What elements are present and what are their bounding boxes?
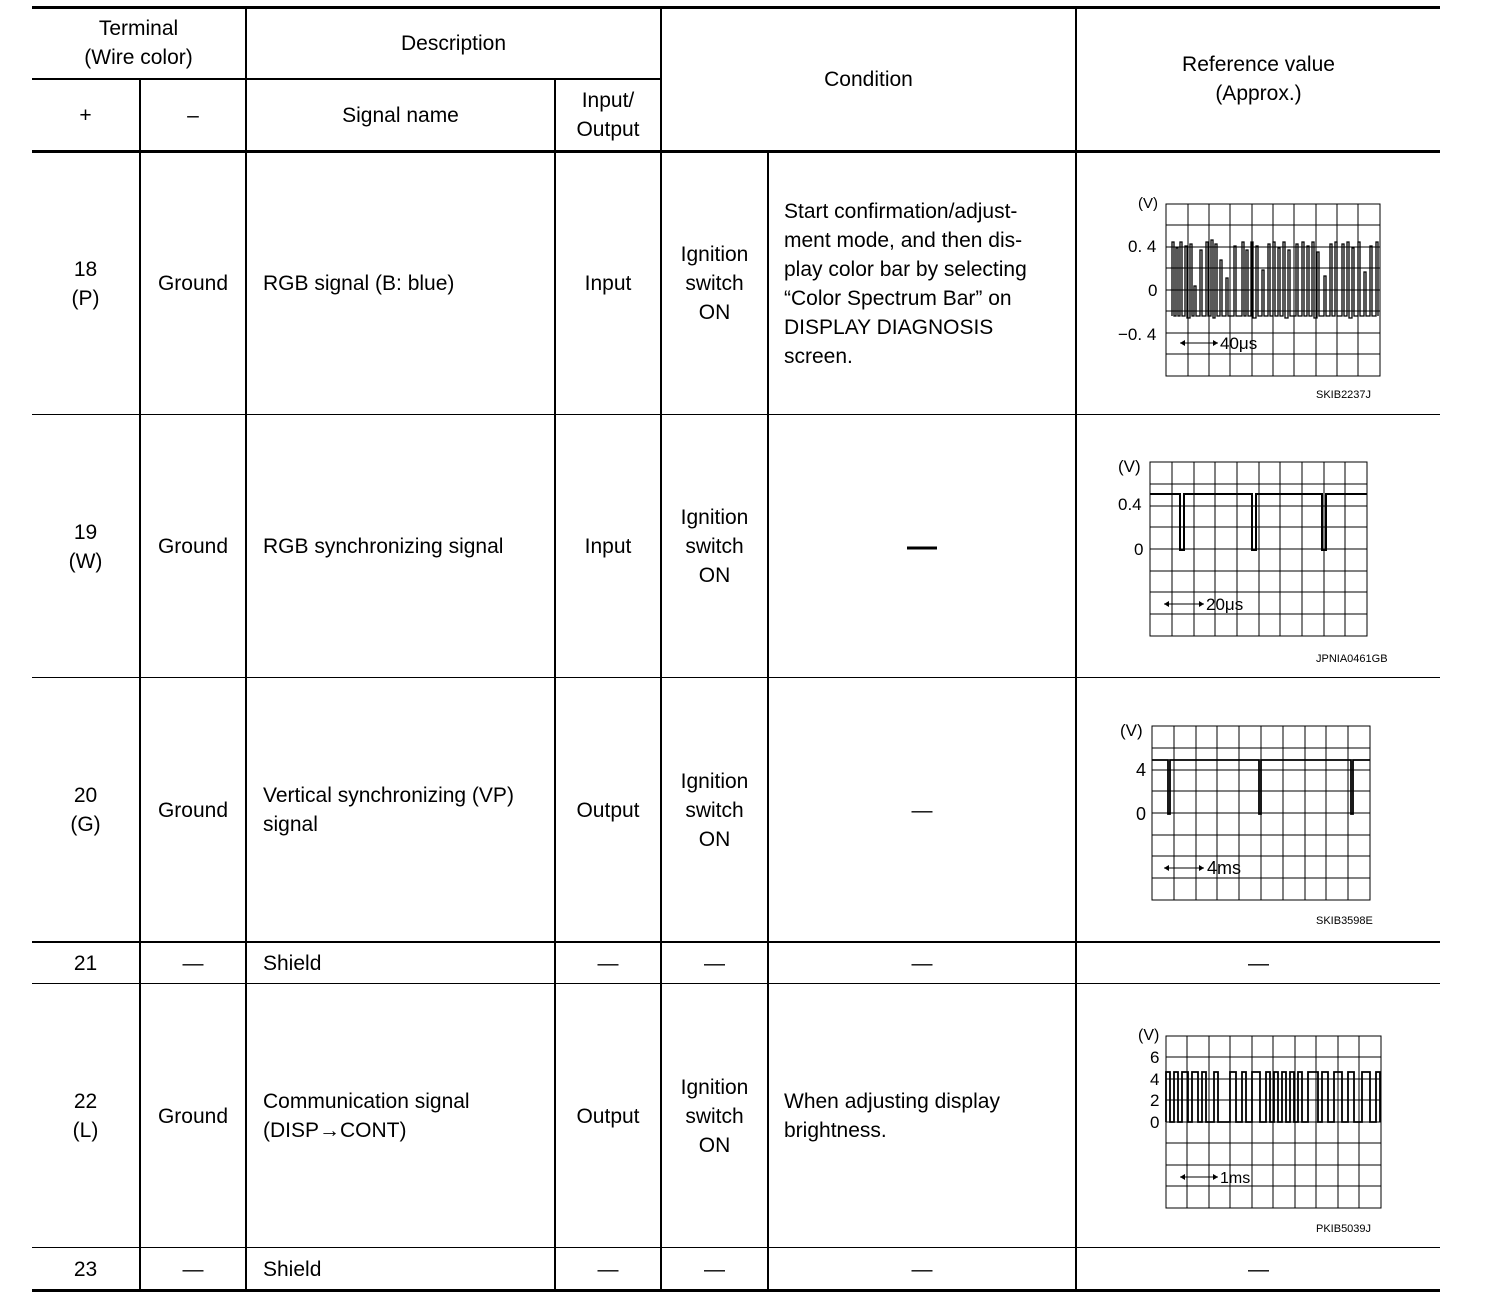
row-23-plus: 23 xyxy=(73,1257,98,1281)
row-22-minus: Ground xyxy=(157,1104,229,1128)
row-19-io: Input xyxy=(584,535,632,558)
row-23-reference: — xyxy=(1248,1257,1269,1281)
wave-unit: (V) xyxy=(1138,1027,1160,1044)
wave-tick: 0. 4 xyxy=(1128,237,1157,256)
row-23-io: — xyxy=(597,1257,619,1281)
row-22-ignition: Ignition switch ON xyxy=(680,1075,749,1157)
row-23-ignition: — xyxy=(704,1257,725,1281)
figure-code: JPNIA0461GB xyxy=(1316,653,1388,665)
row-20-ignition: Ignition switch ON xyxy=(680,769,749,851)
row-20-io: Output xyxy=(576,798,640,822)
wave-tick: 0 xyxy=(1148,281,1158,300)
wave-tick: 0 xyxy=(1136,804,1147,824)
wave-unit: (V) xyxy=(1118,457,1141,476)
wave-tick: 0 xyxy=(1134,540,1144,559)
wave-tick: 2 xyxy=(1150,1091,1160,1110)
row-23-signal: Shield xyxy=(263,1257,322,1281)
figure-code: PKIB5039J xyxy=(1316,1223,1372,1235)
wave-tick: 0 xyxy=(1150,1113,1160,1132)
figure-code: SKIB3598E xyxy=(1316,915,1373,927)
wave-tick: 6 xyxy=(1150,1048,1160,1067)
wave-time: 1ms xyxy=(1220,1170,1251,1187)
row-18-minus: Ground xyxy=(157,272,229,295)
row-23-condition: — xyxy=(911,1257,933,1281)
row-20-minus: Ground xyxy=(157,798,229,822)
row-22-signal: Communication signal (DISP→CONT) xyxy=(263,1090,470,1142)
row-22-io: Output xyxy=(576,1104,640,1128)
row-19-ignition: Ignition switch ON xyxy=(680,506,749,587)
row-18-condition: Start confirmation/adjust- ment mode, and then dis- play color bar by selecting “Color Spectrum Bar” on DISPLAY DIAGNOSIS screen. xyxy=(784,199,1027,368)
figure-code: SKIB2237J xyxy=(1316,389,1372,401)
wave-tick: 0.4 xyxy=(1118,495,1142,514)
row-23-minus: — xyxy=(182,1257,204,1281)
row-21-io: — xyxy=(597,951,619,975)
waveform-rgb-blue xyxy=(1110,190,1400,410)
row-22-plus: 22 (L) xyxy=(72,1090,99,1142)
row-18-signal: RGB signal (B: blue) xyxy=(263,272,455,295)
row-18-io: Input xyxy=(584,272,632,295)
header-reference: Reference value (Approx.) xyxy=(1182,53,1335,105)
header-description: Description xyxy=(400,31,507,55)
wave-tick: −0. 4 xyxy=(1118,325,1157,344)
row-20-condition: — xyxy=(911,798,933,822)
wave-time: 40μs xyxy=(1220,334,1258,353)
row-21-condition: — xyxy=(911,951,933,975)
row-22-condition: When adjusting display brightness. xyxy=(784,1090,1000,1142)
row-19-minus: Ground xyxy=(157,535,229,558)
wave-time: 4ms xyxy=(1207,858,1242,878)
row-21-plus: 21 xyxy=(73,951,98,975)
row-20-plus: 20 (G) xyxy=(70,784,101,836)
wave-unit: (V) xyxy=(1120,721,1143,740)
header-plus: + xyxy=(79,103,92,127)
header-terminal: Terminal (Wire color) xyxy=(84,17,193,69)
row-21-reference: — xyxy=(1248,951,1269,975)
row-21-minus: — xyxy=(182,951,204,975)
wave-unit: (V) xyxy=(1138,195,1158,212)
row-19-signal: RGB synchronizing signal xyxy=(263,535,504,558)
wave-tick: 4 xyxy=(1150,1070,1160,1089)
row-20-signal: Vertical synchronizing (VP) signal xyxy=(263,784,514,836)
row-19-plus: 19 (W) xyxy=(68,520,103,573)
header-minus: – xyxy=(187,103,199,127)
waveform-rgb-sync xyxy=(1110,452,1420,672)
wave-time: 20μs xyxy=(1206,595,1244,614)
row-21-signal: Shield xyxy=(263,951,322,975)
header-signal-name: Signal name xyxy=(342,103,459,127)
header-condition: Condition xyxy=(824,67,913,91)
row-18-plus: 18 (P) xyxy=(71,257,100,310)
row-21-ignition: — xyxy=(704,951,725,975)
row-18-ignition: Ignition switch ON xyxy=(680,243,749,324)
header-input-output: Input/ Output xyxy=(576,89,640,141)
wave-tick: 4 xyxy=(1136,760,1147,780)
row-19-condition: — xyxy=(907,530,937,563)
waveform-vertical-sync xyxy=(1110,716,1410,936)
waveform-communication xyxy=(1110,1020,1400,1245)
